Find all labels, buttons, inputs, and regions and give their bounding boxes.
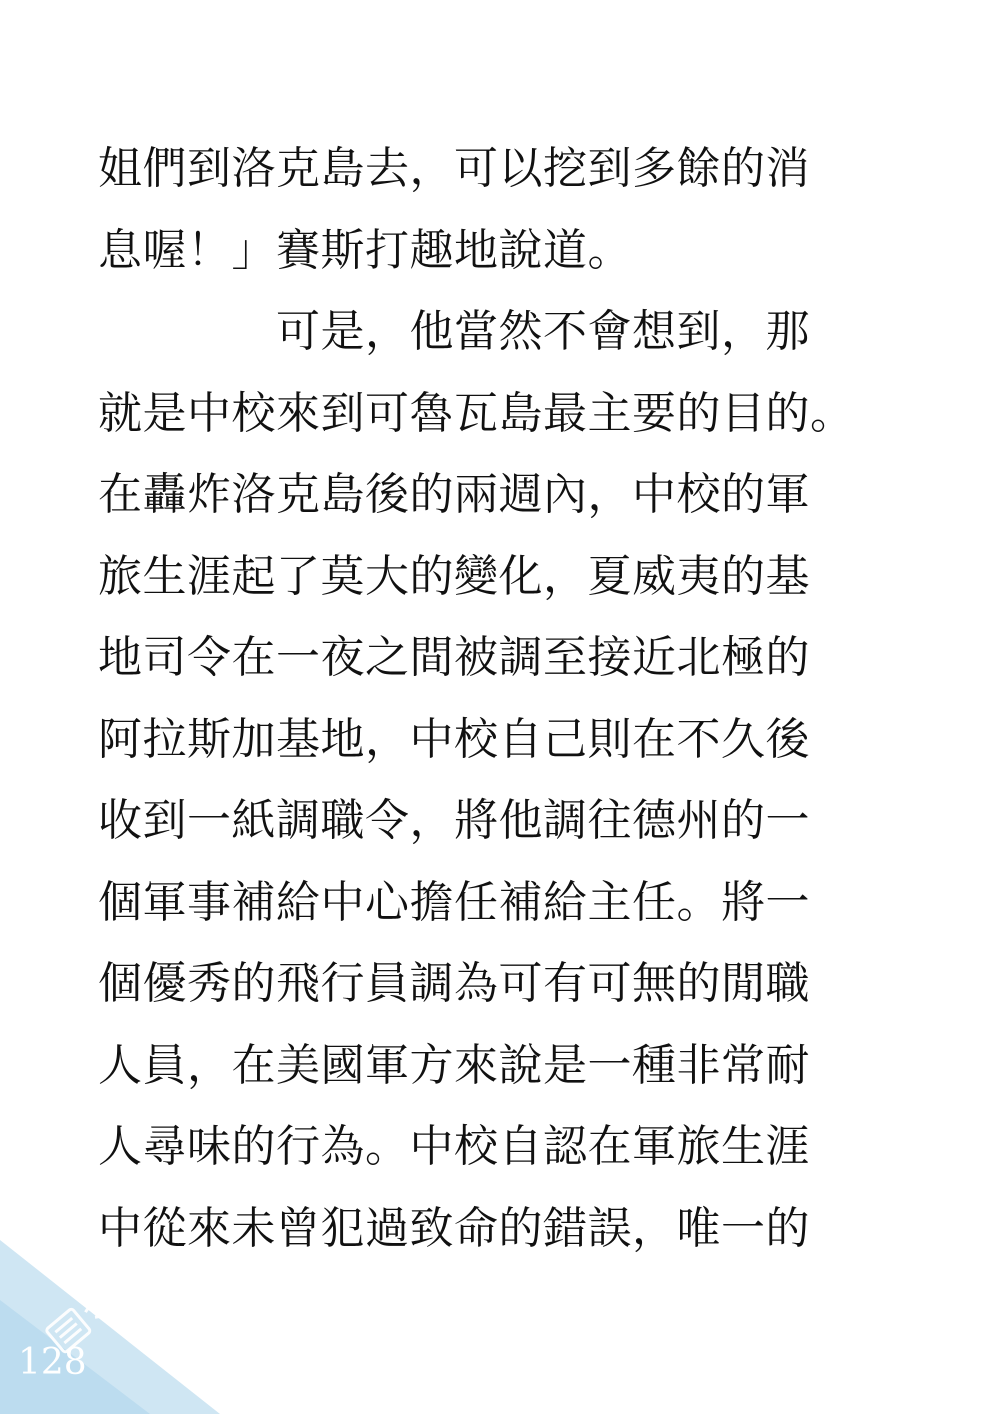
text-line: 就是中校來到可魯瓦島最主要的目的。 — [98, 387, 855, 439]
text-line: 個軍事補給中心擔任補給主任。將一 — [98, 876, 810, 928]
text-line: 個優秀的飛行員調為可有可無的閒職 — [98, 958, 810, 1009]
text-line: 中從來未曾犯過致命的錯誤，唯一的 — [98, 1202, 810, 1254]
text-line: 人尋味的行為。中校自認在軍旅生涯 — [98, 1121, 810, 1172]
text-line: 息喔！」賽斯打趣地說道。 — [98, 224, 632, 276]
text-line: 人員，在美國軍方來說是一種非常耐 — [98, 1039, 810, 1091]
text-line: 旅生涯起了莫大的變化，夏威夷的基 — [98, 550, 810, 602]
body-text — [98, 128, 958, 1269]
text-line: 阿拉斯加基地，中校自己則在不久後 — [98, 713, 810, 765]
text-line: 收到一紙調職令，將他調往德州的一 — [98, 795, 810, 846]
text-line: 可是，他當然不會想到，那 — [98, 306, 810, 357]
page-number: 128 — [18, 1342, 87, 1383]
text-line: 地司令在一夜之間被調至接近北極的 — [98, 632, 810, 683]
text-line: 姐們到洛克島去，可以挖到多餘的消 — [98, 143, 810, 194]
text-line: 在轟炸洛克島後的兩週內，中校的軍 — [98, 469, 810, 520]
